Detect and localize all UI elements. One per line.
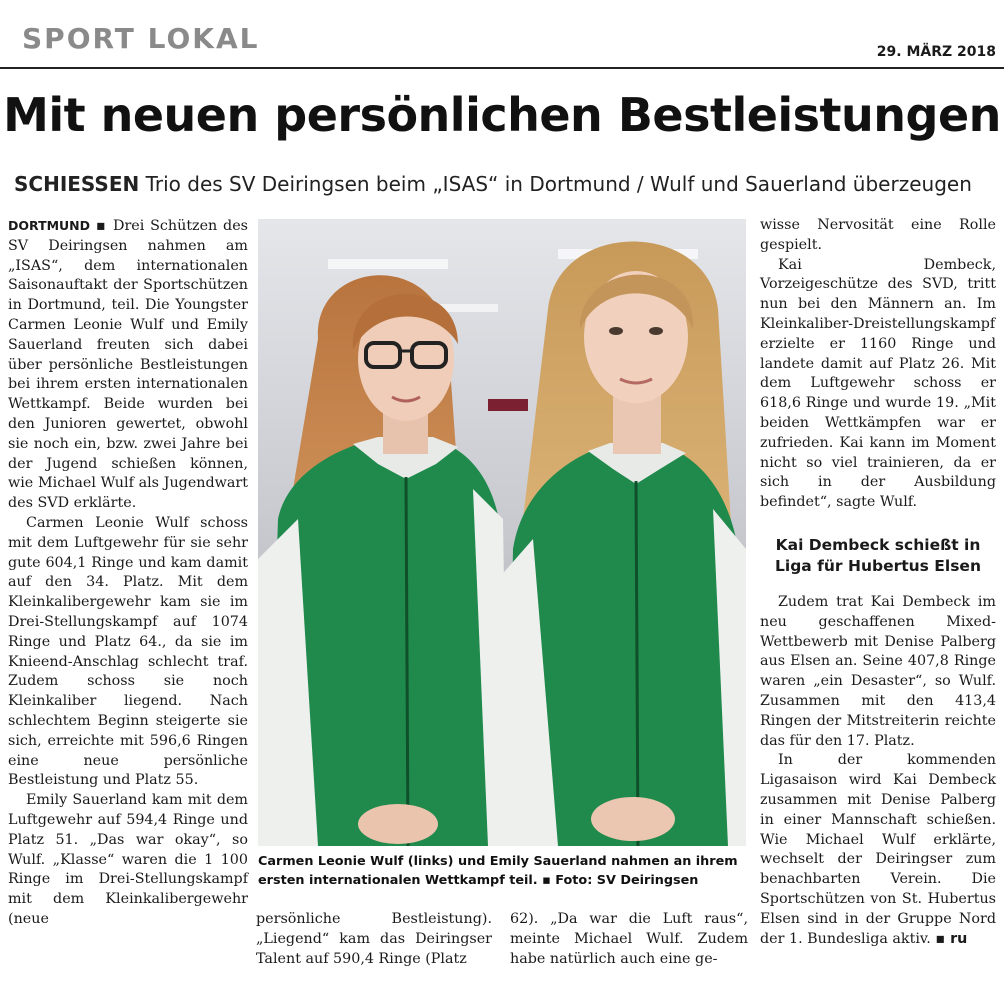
eye-right [649, 327, 663, 335]
issue-date: 29. MÄRZ 2018 [876, 44, 996, 60]
paragraph: Zudem trat Kai Dembeck im neu geschaffenen Mixed-Wettbewerb mit Denise Palberg aus Elsen an. Seine 407,8 Ringe waren „ein Desaster“, so Wulf. Zusammen mit den 413,4 Ringen der Mitstreiterin reichte das für den 17. Platz. [760, 593, 996, 749]
crosshead: Kai Dembeck schießt in Liga für Hubertus Elsen [775, 535, 981, 575]
hands-left [358, 804, 438, 844]
text-column-3-bottom [510, 910, 748, 969]
article-headline: Mit neuen persönlichen Bestleistungen [3, 88, 1001, 142]
paragraph-text: Drei Schützen des SV Deiringsen nahmen am „ISAS“, dem internationalen Saisonauftakt der Sportschützen in Dortmund, teil. Die Youngster Carmen Leonie Wulf und Emily Sauerland freuten sich dabei über persönliche Bestleistungen bei ihrem ersten internationalen Wettkampf. Beide wurden bei den Junioren gewertet, obwohl sie noch ein, bzw. zwei Jahre bei der Jugend schießen können, wie Michael Wulf als Jugendwart des SVD erklärte. [8, 218, 248, 512]
kicker: SCHIESSEN [14, 172, 140, 196]
hands-right [591, 797, 675, 841]
text-column-1 [8, 216, 248, 930]
photo-caption [258, 852, 748, 890]
paragraph: Kai Dembeck, Vorzeigeschütze des SVD, tritt nun bei den Männern an. Im Kleinkaliber-Dreistellungskampf erzielte er 1160 Ringe und landete damit auf Platz 26. Mit dem Luftgewehr schoss er 618,6 Ringe und wurde 19. „Mit beiden Wettkämpfen war er zufrieden. Kai kann im Moment nicht so viel trainieren, da er sich in der Ausbildung befindet“, sagte Wulf. [760, 256, 996, 511]
dateline-bullet: ▪ [95, 218, 113, 234]
ceiling-light [328, 259, 448, 269]
wall-sign [488, 399, 528, 411]
eye-left [609, 327, 623, 335]
subheadline-text: Trio des SV Deiringsen beim „ISAS“ in Dortmund / Wulf und Sauerland überzeugen [145, 172, 972, 196]
caption-bullet: ▪ [542, 873, 556, 888]
dateline: DORTMUND [8, 218, 91, 233]
header-rule [0, 67, 1004, 69]
section-label: SPORT LOKAL [22, 22, 260, 55]
paragraph: 62). „Da war die Luft raus“, meinte Michael Wulf. Zudem habe natürlich auch eine ge- [510, 911, 748, 967]
paragraph: persönliche Bestleistung). „Liegend“ kam das Deiringser Talent auf 590,4 Ringe (Platz [256, 911, 492, 967]
caption-text: Carmen Leonie Wulf (links) und Emily Sauerland nahmen an ihrem ersten internationalen Wettkampf teil. [258, 854, 738, 888]
text-column-2-bottom [256, 910, 492, 969]
paragraph-text: In der kommenden Ligasaison wird Kai Dembeck zusammen mit Denise Palberg in einer Mannschaft schießen. Wie Michael Wulf erklärte, wechselt der Deiringser zum benachbarten Verein. Die Sportschützen von St. Hubertus Elsen sind in der Gruppe Nord der 1. Bundesliga aktiv. [760, 752, 996, 947]
article-photo [258, 219, 746, 846]
paragraph: Carmen Leonie Wulf schoss mit dem Luftgewehr für sie sehr gute 604,1 Ringe und kam damit auf den 34. Platz. Mit dem Kleinkalibergewehr kam sie im Drei-Stellungskampf auf 1074 Ringe und Platz 64., da sie im Knieend-Anschlag schlecht traf. Zudem schoss sie noch Kleinkaliber liegend. Nach schlechtem Beginn steigerte sie sich, erreichte mit 596,6 Ringen eine neue persönliche Bestleistung und Platz 55. [8, 514, 248, 789]
article-subheadline [14, 172, 994, 196]
end-bullet: ▪ [935, 930, 951, 947]
paragraph: wisse Nervosität eine Rolle gespielt. [760, 217, 996, 253]
zipper-right [636, 481, 638, 846]
photo-illustration [258, 219, 746, 846]
paragraph: Emily Sauerland kam mit dem Luftgewehr auf 594,4 Ringe und Platz 51. „Das war okay“, so Wulf. „Klasse“ waren die 1 100 Ringe im Drei-Stellungskampf mit dem Kleinkalibergewehr (neue [8, 792, 248, 927]
paragraph [8, 216, 248, 514]
photo-credit: Foto: SV Deiringsen [555, 873, 699, 888]
neck-right [613, 394, 661, 454]
paragraph [760, 751, 996, 949]
text-column-4 [760, 216, 996, 949]
author-signoff: ru [950, 930, 968, 947]
zipper-left [406, 477, 408, 846]
